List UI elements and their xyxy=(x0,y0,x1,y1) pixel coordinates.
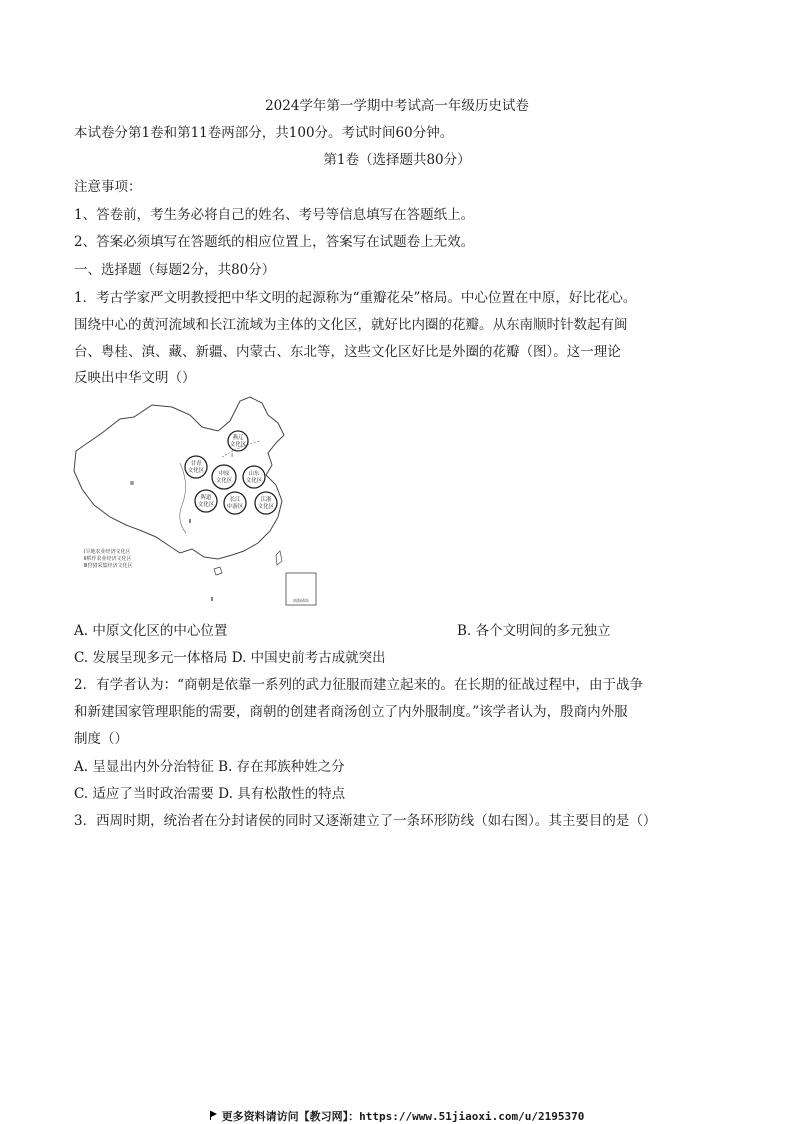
region-jiang-zhe xyxy=(255,492,277,514)
region-changjiang xyxy=(224,492,246,514)
label-zhongyuan-2: 文化区 xyxy=(215,478,233,484)
label-yan-liao-2: 文化区 xyxy=(229,442,247,448)
notes-heading: 注意事项： xyxy=(74,179,142,195)
label-shandong-1: 山东 xyxy=(248,471,260,477)
footer-link[interactable]: 更多资料请访问【教习网】：https://www.51jiaoxi.com/u/2195370 xyxy=(221,1110,585,1123)
q2-options-ab[interactable]: A. 呈显出内外分治特征 B. 存在邦族种姓之分 xyxy=(74,759,345,775)
q3-line-1: 3．西周时期，统治者在分封诸侯的同时又逐渐建立了一条环形防线（如右图）。其主要目的是（） xyxy=(74,813,657,829)
region-yan-liao xyxy=(228,431,248,451)
q2-line-1: 2．有学者认为：“商朝是依靠一系列的武力征服而建立起来的。在长期的征战过程中，由于战争 xyxy=(74,677,643,693)
section-title: 第1卷（选择题共80分） xyxy=(323,152,471,168)
roman-label-left: Ⅲ xyxy=(130,481,134,487)
label-yan-liao-1: 燕辽 xyxy=(232,435,244,441)
q2-line-2: 和新建国家管理职能的需要，商朝的创建者商汤创立了内外服制度。”该学者认为，殷商内外服 xyxy=(74,704,628,720)
region-zhongyuan xyxy=(212,465,236,489)
label-xiang-e-1: 晖道 xyxy=(200,495,212,501)
roman-label-low: Ⅱ xyxy=(188,519,192,525)
region-boundary xyxy=(180,463,186,533)
legend-item-3: Ⅲ狩猎采集经济文化区 xyxy=(84,563,133,569)
q1-option-a[interactable]: A. 中原文化区的中心位置 xyxy=(74,623,228,639)
taiwan-island xyxy=(276,551,282,565)
label-gan-qing-2: 文化区 xyxy=(187,468,205,474)
q2-line-3: 制度（） xyxy=(74,731,128,747)
q1-line-2: 围绕中心的黄河流域和长江流域为主体的文化区，就好比内圈的花瓣。从东南顺时针数起有闽 xyxy=(74,317,628,333)
region-shandong xyxy=(243,466,265,488)
legend-item-1: Ⅰ旱地农业经济文化区 xyxy=(84,549,131,555)
region-gan-qing xyxy=(185,456,207,478)
flag-icon xyxy=(210,1111,218,1120)
q1-line-1: 1．考古学家严文明教授把中华文明的起源称为“重瓣花朵”格局。中心位置在中原，好比花心。 xyxy=(74,290,637,306)
note-1: 1、答卷前，考生务必将自己的姓名、考号等信息填写在答题纸上。 xyxy=(74,207,475,223)
inset-label: 南海诸岛 xyxy=(293,598,309,603)
hainan-island xyxy=(214,567,222,575)
q2-options-cd[interactable]: C. 适应了当时政治需要 D. 具有松散性的特点 xyxy=(74,786,346,802)
note-2: 2、答案必须填写在答题纸的相应位置上，答案写在试题卷上无效。 xyxy=(74,234,475,250)
roman-label-south: Ⅱ xyxy=(210,597,214,603)
label-gan-qing-1: 甘青 xyxy=(190,461,202,467)
label-changjiang-1: 长江 xyxy=(229,497,241,503)
china-culture-region-map xyxy=(72,393,328,609)
q1-options-cd[interactable]: C. 发展呈现多元一体格局 D. 中国史前考古成就突出 xyxy=(74,650,386,666)
label-shandong-2: 文化区 xyxy=(245,478,263,484)
label-jiang-zhe-2: 文化区 xyxy=(257,504,275,510)
q1-line-4: 反映出中华文明（） xyxy=(74,370,196,386)
region-xiang-e xyxy=(195,490,217,512)
label-zhongyuan-1: 中原 xyxy=(218,471,230,477)
q1-line-3: 台、粤桂、滇、藏、新疆、内蒙古、东北等，这些文化区好比是外圈的花瓣（图）。这一理论 xyxy=(74,344,621,360)
footer xyxy=(0,1108,794,1124)
q1-options-ab xyxy=(74,622,724,640)
exam-title: 2024学年第一学期中考试高一年级历史试卷 xyxy=(265,98,529,114)
label-changjiang-2: 中游区 xyxy=(226,504,244,510)
label-jiang-zhe-1: 江浙 xyxy=(260,497,272,503)
roman-label-mid: Ⅰ xyxy=(231,453,233,459)
legend-item-2: Ⅱ稻作农业经济文化区 xyxy=(84,556,132,562)
q1-option-b[interactable]: B. 各个文明间的多元独立 xyxy=(457,623,611,639)
label-xiang-e-2: 文化区 xyxy=(197,502,215,508)
exam-intro: 本试卷分第1卷和第11卷两部分，共100分。考试时间60分钟。 xyxy=(74,125,454,141)
part-heading: 一、选择题（每题2分，共80分） xyxy=(74,262,276,278)
